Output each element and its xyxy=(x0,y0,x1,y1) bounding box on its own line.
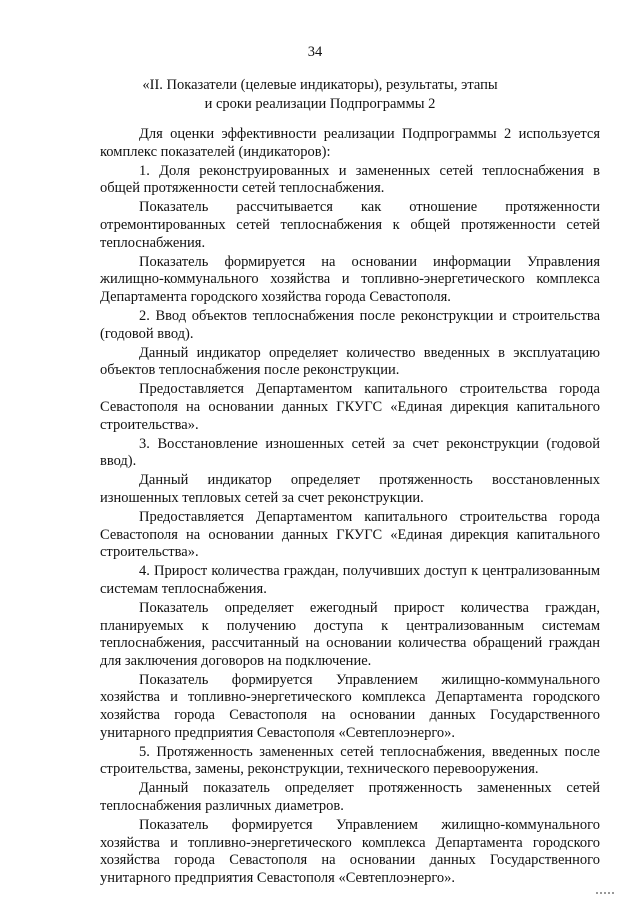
indicator-4-source: Показатель формируется Управлением жилищно-коммунального хозяйства и топливно-энергетического комплекса Департамента городского хозяйства города Севастополя на основании данных Государственного унитарного предприятия Севастополя «Севтеплоэнерго». xyxy=(100,671,600,741)
indicator-4-heading: 4. Прирост количества граждан, получивших доступ к централизованным системам теплоснабжения. xyxy=(100,563,600,597)
indicator-3-description: Данный индикатор определяет протяженность восстановленных изношенных тепловых сетей за счет реконструкции. xyxy=(100,472,600,506)
intro-paragraph: Для оценки эффективности реализации Подпрограммы 2 используется комплекс показателей (индикаторов): xyxy=(100,126,600,160)
indicator-1-source: Показатель формируется на основании информации Управления жилищно-коммунального хозяйства и топливно-энергетического комплекса Департамента городского хозяйства города Севастополя. xyxy=(100,253,600,305)
indicator-2-description: Данный индикатор определяет количество введенных в эксплуатацию объектов теплоснабжения после реконструкции. xyxy=(100,344,600,379)
document-body xyxy=(100,126,600,887)
indicator-4-description: Показатель определяет ежегодный прирост количества граждан, планируемых к получению доступа к централизованным системам теплоснабжения, рассчитанный на основании количества обращений граждан для заключения договоров на подключение. xyxy=(100,599,600,669)
indicator-5-heading: 5. Протяженность замененных сетей теплоснабжения, введенных после строительства, замены, реконструкции, технического перевооружения. xyxy=(100,743,600,778)
indicator-5-source: Показатель формируется Управлением жилищно-коммунального хозяйства и топливно-энергетического комплекса Департамента городского хозяйства города Севастополя на основании данных Государственного унитарного предприятия Севастополя «Севтеплоэнерго». xyxy=(100,817,600,886)
indicator-3-source: Предоставляется Департаментом капитального строительства города Севастополя на основании данных ГКУГС «Единая дирекция капитального строительства». xyxy=(100,508,600,561)
indicator-2-source: Предоставляется Департаментом капитального строительства города Севастополя на основании данных ГКУГС «Единая дирекция капитального строительства». xyxy=(100,381,600,433)
section-title-line-1: «II. Показатели (целевые индикаторы), результаты, этапы xyxy=(142,77,498,93)
indicator-3-heading: 3. Восстановление изношенных сетей за счет реконструкции (годовой ввод). xyxy=(100,435,600,470)
section-title xyxy=(120,76,520,114)
indicator-5-description: Данный показатель определяет протяженность замененных сетей теплоснабжения различных диаметров. xyxy=(100,780,600,814)
indicator-2-heading: 2. Ввод объектов теплоснабжения после реконструкции и строительства (годовой ввод). xyxy=(100,307,600,342)
section-title-line-2: и сроки реализации Подпрограммы 2 xyxy=(204,96,436,112)
indicator-1-calculation: Показатель рассчитывается как отношение протяженности отремонтированных сетей теплоснабжения к общей протяженности сетей теплоснабжения. xyxy=(100,199,600,251)
scan-artifact xyxy=(596,892,614,898)
indicator-1-heading: 1. Доля реконструированных и замененных сетей теплоснабжения в общей протяженности сетей теплоснабжения. xyxy=(100,162,600,197)
page-number: 34 xyxy=(307,44,323,60)
